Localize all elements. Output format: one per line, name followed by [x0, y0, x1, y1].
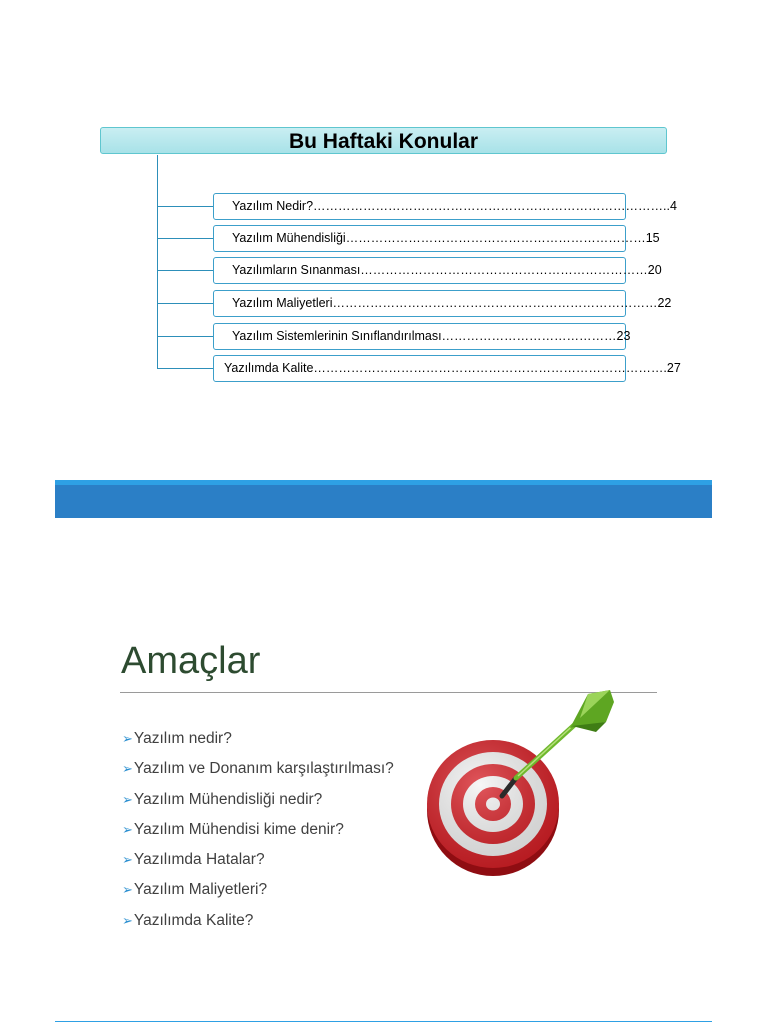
tree-connector	[157, 368, 213, 369]
list-item	[122, 727, 394, 757]
list-item	[122, 757, 394, 787]
list-item-label: Yazılım nedir?	[133, 730, 232, 747]
toc-item[interactable]	[213, 193, 677, 220]
slide-divider-highlight	[55, 480, 712, 485]
toc-item[interactable]	[213, 257, 662, 284]
list-item	[122, 878, 394, 908]
list-item	[122, 788, 394, 818]
toc-item[interactable]	[213, 225, 660, 252]
slide-divider-band	[55, 480, 712, 518]
toc-item-label: Yazılımda Kalite………………………………………………………………………….27	[224, 361, 681, 375]
toc-item-label: Yazılım Sistemlerinin Sınıflandırılması……………………………………23	[232, 329, 631, 343]
toc-item[interactable]	[213, 323, 631, 350]
toc-item-label: Yazılımların Sınanması……………………………………………………………20	[232, 263, 662, 277]
tree-connector	[157, 238, 213, 239]
list-item-label: Yazılım Mühendisliği nedir?	[133, 790, 323, 808]
slide-bottom-border	[55, 1021, 712, 1022]
arrow-bullet-icon: ➢	[122, 882, 133, 898]
toc-item-label: Yazılım Maliyetleri……………………………………………………………………22	[232, 296, 672, 310]
list-item-label: Yazılım ve Donanım karşılaştırılması?	[133, 760, 394, 778]
list-item	[122, 818, 394, 848]
list-item-label: Yazılımda Kalite?	[133, 911, 254, 929]
arrow-bullet-icon: ➢	[122, 821, 133, 837]
arrow-bullet-icon: ➢	[122, 791, 133, 807]
list-item-label: Yazılımda Hatalar?	[133, 851, 265, 869]
toc-item-label: Yazılım Nedir?…………………………………………………………………………..4	[232, 199, 677, 213]
objectives-title: Amaçlar	[121, 640, 261, 682]
objectives-list	[122, 727, 394, 939]
toc-item[interactable]	[213, 355, 681, 382]
tree-connector	[157, 270, 213, 271]
arrow-bullet-icon: ➢	[122, 761, 133, 777]
tree-connector	[157, 303, 213, 304]
arrow-bullet-icon: ➢	[122, 852, 133, 868]
arrow-bullet-icon: ➢	[122, 912, 133, 928]
tree-connector	[157, 336, 213, 337]
tree-connector	[157, 206, 213, 207]
arrow-bullet-icon: ➢	[122, 731, 133, 746]
list-item	[122, 909, 394, 939]
toc-item-label: Yazılım Mühendisliği………………………………………………………………15	[232, 231, 660, 245]
toc-item[interactable]	[213, 290, 672, 317]
dart-target-icon	[420, 688, 620, 883]
list-item-label: Yazılım Mühendisi kime denir?	[133, 820, 344, 838]
agenda-title: Bu Haftaki Konular	[100, 127, 667, 154]
list-item	[122, 848, 394, 878]
list-item-label: Yazılım Maliyetleri?	[133, 881, 268, 899]
